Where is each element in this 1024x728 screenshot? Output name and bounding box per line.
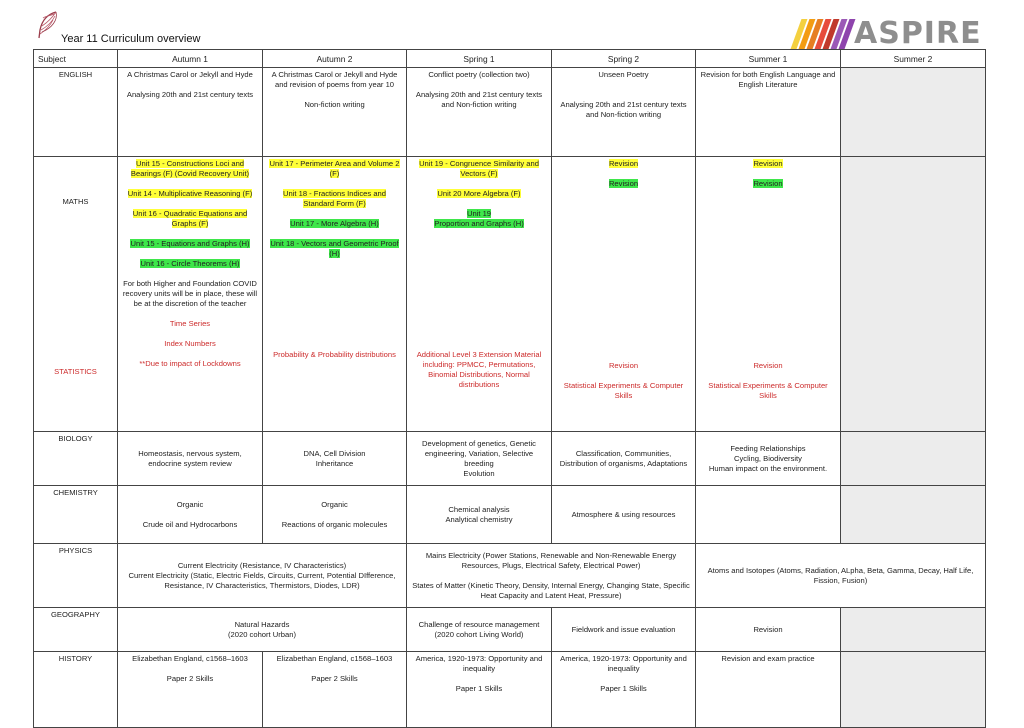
biology-summer-1 (696, 432, 841, 486)
english-summer-1 (696, 68, 841, 157)
cell-text: (2020 cohort Living World) (434, 629, 524, 639)
statistics-revision: Revision (753, 361, 783, 370)
maths-unit-higher: Unit 18 - Vectors and Geometric Proof (H) (270, 239, 399, 258)
subject-geography: GEOGRAPHY (34, 608, 118, 652)
history-summer-1 (696, 652, 841, 728)
cell-text: Conflict poetry (collection two) (428, 70, 530, 79)
subject-history: HISTORY (34, 652, 118, 728)
maths-unit-foundation: Unit 16 - Quadratic Equations and Graphs (F) (132, 209, 248, 228)
history-summer-2 (841, 652, 986, 728)
column-header-summer-1: Summer 1 (696, 50, 841, 68)
history-spring-1 (407, 652, 552, 728)
geography-summer-1 (696, 608, 841, 652)
geography-autumn (118, 608, 407, 652)
column-header-autumn-1: Autumn 1 (118, 50, 263, 68)
subject-physics: PHYSICS (34, 544, 118, 608)
maths-unit-foundation: Unit 14 - Multiplicative Reasoning (F) (127, 189, 253, 198)
column-header-subject: Subject (34, 50, 118, 68)
english-row (34, 68, 986, 157)
physics-row (34, 544, 986, 608)
subject-maths (34, 157, 118, 432)
maths-covid-note: For both Higher and Foundation COVID recovery units will be in place, these will be at the discretion of the teacher (122, 279, 258, 308)
cell-text: Development of genetics, Genetic engineering, Variation, Selective breeding (422, 438, 536, 468)
maths-unit-foundation: Unit 15 - Constructions Loci and Bearings (F) (Covid Recovery Unit) (130, 159, 250, 178)
subject-statistics-label: STATISTICS (54, 367, 97, 376)
biology-summer-2 (841, 432, 986, 486)
subject-english: ENGLISH (34, 68, 118, 157)
cell-text: DNA, Cell Division (303, 448, 366, 458)
maths-revision-foundation: Revision (608, 159, 639, 168)
cell-text: Analytical chemistry (445, 514, 513, 524)
cell-text: Crude oil and Hydrocarbons (142, 519, 238, 529)
cell-text: Analysing 20th and 21st century texts and Non-fiction writing (415, 90, 543, 109)
cell-text: (2020 cohort Urban) (228, 629, 296, 639)
biology-row (34, 432, 986, 486)
biology-spring-2 (552, 432, 696, 486)
cell-text: Paper 1 Skills (455, 684, 503, 693)
geography-row (34, 608, 986, 652)
statistics-note: **Due to impact of Lockdowns (139, 359, 241, 368)
statistics-topic: Statistical Experiments & Computer Skills (563, 381, 684, 400)
subject-chemistry: CHEMISTRY (34, 486, 118, 544)
physics-autumn (118, 544, 407, 608)
cell-text: Challenge of resource management (418, 619, 540, 629)
history-spring-2 (552, 652, 696, 728)
cell-text: Organic (176, 499, 204, 509)
chemistry-spring-1 (407, 486, 552, 544)
statistics-topic: Statistical Experiments & Computer Skills (708, 381, 828, 400)
chemistry-spring-2 (552, 486, 696, 544)
maths-summer-1 (696, 157, 841, 432)
geography-spring-2 (552, 608, 696, 652)
maths-unit-higher: Unit 19 (466, 209, 492, 218)
maths-spring-1 (407, 157, 552, 432)
cell-text: Inheritance (315, 458, 354, 468)
cell-text: Chemical analysis (448, 504, 510, 514)
cell-text: America, 1920-1973: Opportunity and inequality (415, 654, 543, 673)
cell-text: Feeding Relationships (730, 443, 806, 453)
statistics-topic: Additional Level 3 Extension Material including: PPMCC, Permutations, Binomial Distributions, Normal distributions (416, 350, 542, 389)
cell-text: Paper 1 Skills (600, 684, 647, 693)
school-crest-feather-icon (34, 10, 62, 40)
statistics-topic: Probability & Probability distributions (273, 350, 396, 359)
cell-text: A Christmas Carol or Jekyll and Hyde (127, 70, 253, 79)
english-autumn-2 (263, 68, 407, 157)
maths-unit-foundation: Unit 18 - Fractions Indices and Standard Form (F) (283, 189, 386, 208)
maths-unit-higher: Unit 17 - More Algebra (H) (290, 219, 379, 228)
brand-wordmark: ASPIRE (854, 16, 982, 51)
maths-revision-foundation: Revision (753, 159, 783, 168)
history-autumn-2 (263, 652, 407, 728)
cell-text: America, 1920-1973: Opportunity and inequality (560, 654, 687, 673)
brand-stripes-icon (790, 19, 852, 49)
cell-text: Revision and exam practice (721, 654, 815, 663)
subject-maths-label: MATHS (62, 197, 89, 206)
cell-text: Revision (753, 624, 783, 634)
cell-text: Homeostasis, nervous system, endocrine system review (138, 448, 242, 468)
maths-row (34, 157, 986, 432)
header-row (34, 50, 986, 68)
cell-text: Elizabethan England, c1568–1603 (132, 654, 248, 663)
column-header-autumn-2: Autumn 2 (263, 50, 407, 68)
cell-text: States of Matter (Kinetic Theory, Density, Internal Energy, Changing State, Specific Heat Capacity and Latent Heat, Pressure) (412, 580, 690, 600)
cell-text: A Christmas Carol or Jekyll and Hyde and revision of poems from year 10 (271, 70, 398, 89)
cell-text: Analysing 20th and 21st century texts (126, 90, 254, 99)
history-autumn-1 (118, 652, 263, 728)
chemistry-row (34, 486, 986, 544)
cell-text: Paper 2 Skills (166, 674, 214, 683)
cell-text: Current Electricity (Resistance, IV Characteristics) (177, 560, 347, 570)
statistics-topic: Time Series (169, 319, 211, 328)
english-spring-2 (552, 68, 696, 157)
english-summer-2 (841, 68, 986, 157)
geography-summer-2 (841, 608, 986, 652)
cell-text: Atmosphere & using resources (571, 509, 676, 519)
cell-text: Human impact on the environment. (708, 463, 828, 473)
chemistry-autumn-1 (118, 486, 263, 544)
english-autumn-1 (118, 68, 263, 157)
biology-spring-1 (407, 432, 552, 486)
cell-text: Classification, Communities, Distribution of organisms, Adaptations (559, 448, 688, 468)
cell-text: Atoms and Isotopes (Atoms, Radiation, ALpha, Beta, Gamma, Decay, Half Life, Fission, Fusion) (707, 565, 974, 585)
cell-text: Elizabethan England, c1568–1603 (276, 654, 393, 663)
cell-text: Fieldwork and issue evaluation (571, 624, 676, 634)
physics-summer (696, 544, 986, 608)
chemistry-summer-2 (841, 486, 986, 544)
maths-summer-2 (841, 157, 986, 432)
cell-text: Cycling, Biodiversity (734, 453, 802, 463)
maths-autumn-1 (118, 157, 263, 432)
page-title: Year 11 Curriculum overview (61, 33, 201, 45)
history-row (34, 652, 986, 728)
maths-spring-2 (552, 157, 696, 432)
english-spring-1 (407, 68, 552, 157)
cell-text: Reactions of organic molecules (281, 519, 388, 529)
curriculum-table (33, 49, 986, 728)
biology-autumn-2 (263, 432, 407, 486)
cell-text: Revision for both English Language and English Literature (700, 70, 836, 89)
column-header-spring-2: Spring 2 (552, 50, 696, 68)
cell-text: Evolution (463, 468, 495, 478)
aspire-logo (790, 18, 982, 50)
subject-biology: BIOLOGY (34, 432, 118, 486)
cell-text: Mains Electricity (Power Stations, Renewable and Non-Renewable Energy Resources, Plugs, Electrical Safety, Electrical Power) (425, 550, 677, 570)
cell-text: Analysing 20th and 21st century texts and Non-fiction writing (560, 100, 687, 119)
chemistry-autumn-2 (263, 486, 407, 544)
cell-text: Natural Hazards (234, 619, 290, 629)
cell-text: Paper 2 Skills (311, 674, 358, 683)
maths-unit-higher: Unit 15 - Equations and Graphs (H) (130, 239, 250, 248)
maths-autumn-2 (263, 157, 407, 432)
maths-revision-higher: Revision (608, 179, 639, 188)
physics-spring (407, 544, 696, 608)
cell-text: Non-fiction writing (304, 100, 365, 109)
column-header-spring-1: Spring 1 (407, 50, 552, 68)
statistics-revision: Revision (608, 361, 639, 370)
cell-text: Unseen Poetry (598, 70, 649, 79)
maths-unit-foundation: Unit 19 - Congruence Similarity and Vectors (F) (419, 159, 539, 178)
maths-unit-foundation: Unit 17 - Perimeter Area and Volume 2 (F) (269, 159, 400, 178)
column-header-summer-2: Summer 2 (841, 50, 986, 68)
maths-unit-higher: Unit 16 - Circle Theorems (H) (140, 259, 240, 268)
maths-revision-higher: Revision (753, 179, 783, 188)
maths-unit-foundation: Unit 20 More Algebra (F) (437, 189, 521, 198)
statistics-topic: Index Numbers (164, 339, 216, 348)
chemistry-summer-1 (696, 486, 841, 544)
maths-unit-higher: Proportion and Graphs (H) (434, 219, 524, 228)
cell-text: Organic (321, 499, 348, 509)
biology-autumn-1 (118, 432, 263, 486)
cell-text: Current Electricity (Static, Electric Fields, Circuits, Current, Potential DIfference, Resistance, IV Characteristics, Thermistors, Diodes, LDR) (128, 570, 396, 590)
geography-spring-1 (407, 608, 552, 652)
